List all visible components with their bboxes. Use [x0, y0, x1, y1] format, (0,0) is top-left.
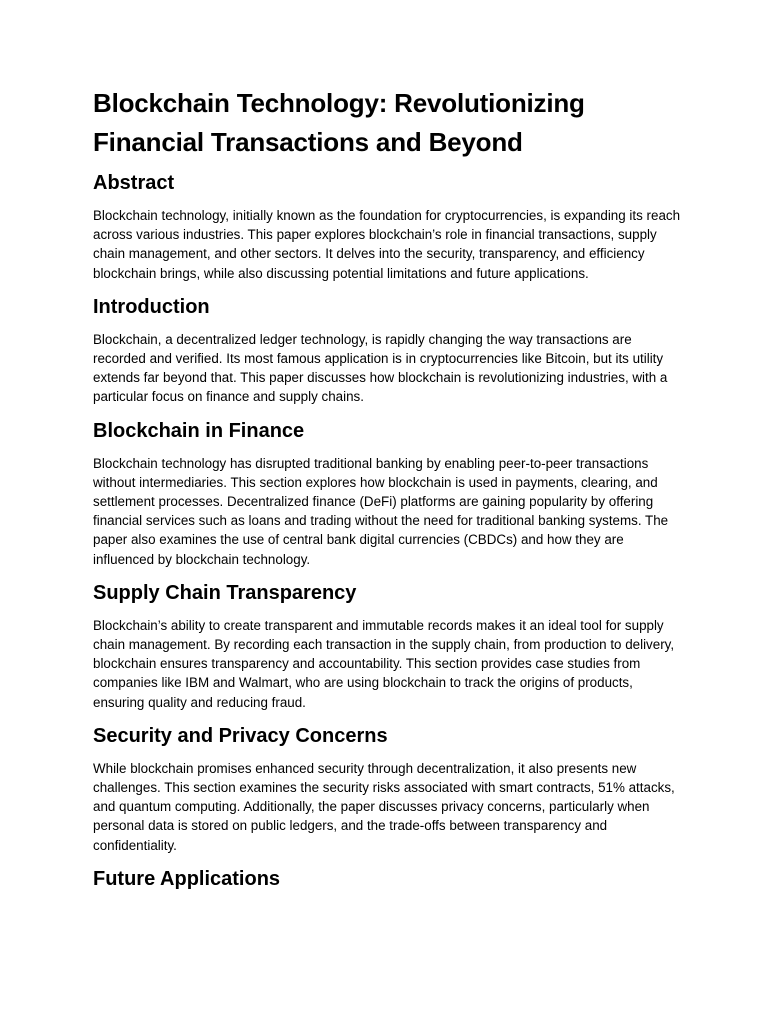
section-body-security-privacy: While blockchain promises enhanced security through decentralization, it also presents new challenges. This section examines the security risks associated with smart contracts, 51% attacks, and quantum computing. Additionally, the paper discusses privacy concerns, particularly when personal data is stored on public ledgers, and the trade-offs between transparency and confidentiality. [93, 760, 675, 853]
section-heading-introduction: Introduction [93, 295, 210, 318]
section-body-blockchain-in-finance: Blockchain technology has disrupted traditional banking by enabling peer-to-peer transactions without intermediaries. This section explores how blockchain is used in payments, clearing, and settlement processes. Decentralized finance (DeFi) platforms are gaining popularity by offering financial services such as loans and trading without the need for traditional banking systems. The paper also examines the use of central bank digital currencies (CBDCs) and how they are influenced by blockchain technology. [93, 455, 669, 567]
section-heading-future-applications: Future Applications [93, 867, 281, 890]
section-body-abstract: Blockchain technology, initially known as the foundation for cryptocurrencies, is expanding its reach across various industries. This paper explores blockchain’s role in financial transactions, supply chain management, and other sectors. It delves into the security, transparency, and efficiency blockchain brings, while also discussing potential limitations and future applications. [93, 208, 681, 281]
section-heading-supply-chain: Supply Chain Transparency [93, 581, 357, 604]
section-heading-blockchain-in-finance: Blockchain in Finance [93, 419, 305, 442]
section-body-introduction: Blockchain, a decentralized ledger technology, is rapidly changing the way transactions are recorded and verified. Its most famous application is in cryptocurrencies like Bitcoin, but its utility extends far beyond that. This paper discusses how blockchain is revolutionizing industries, with a particular focus on finance and supply chains. [93, 331, 668, 405]
document-title: Blockchain Technology: Revolutionizing Financial Transactions and Beyond [93, 88, 585, 157]
section-heading-abstract: Abstract [93, 172, 175, 194]
section-heading-security-privacy: Security and Privacy Concerns [93, 724, 388, 747]
document-page [93, 84, 683, 902]
section-body-supply-chain: Blockchain’s ability to create transparent and immutable records makes it an ideal tool for supply chain management. By recording each transaction in the supply chain, from production to delivery, blockchain ensures transparency and accountability. This section provides case studies from companies like IBM and Walmart, who are using blockchain to track the origins of products, ensuring quality and reducing fraud. [93, 617, 675, 710]
